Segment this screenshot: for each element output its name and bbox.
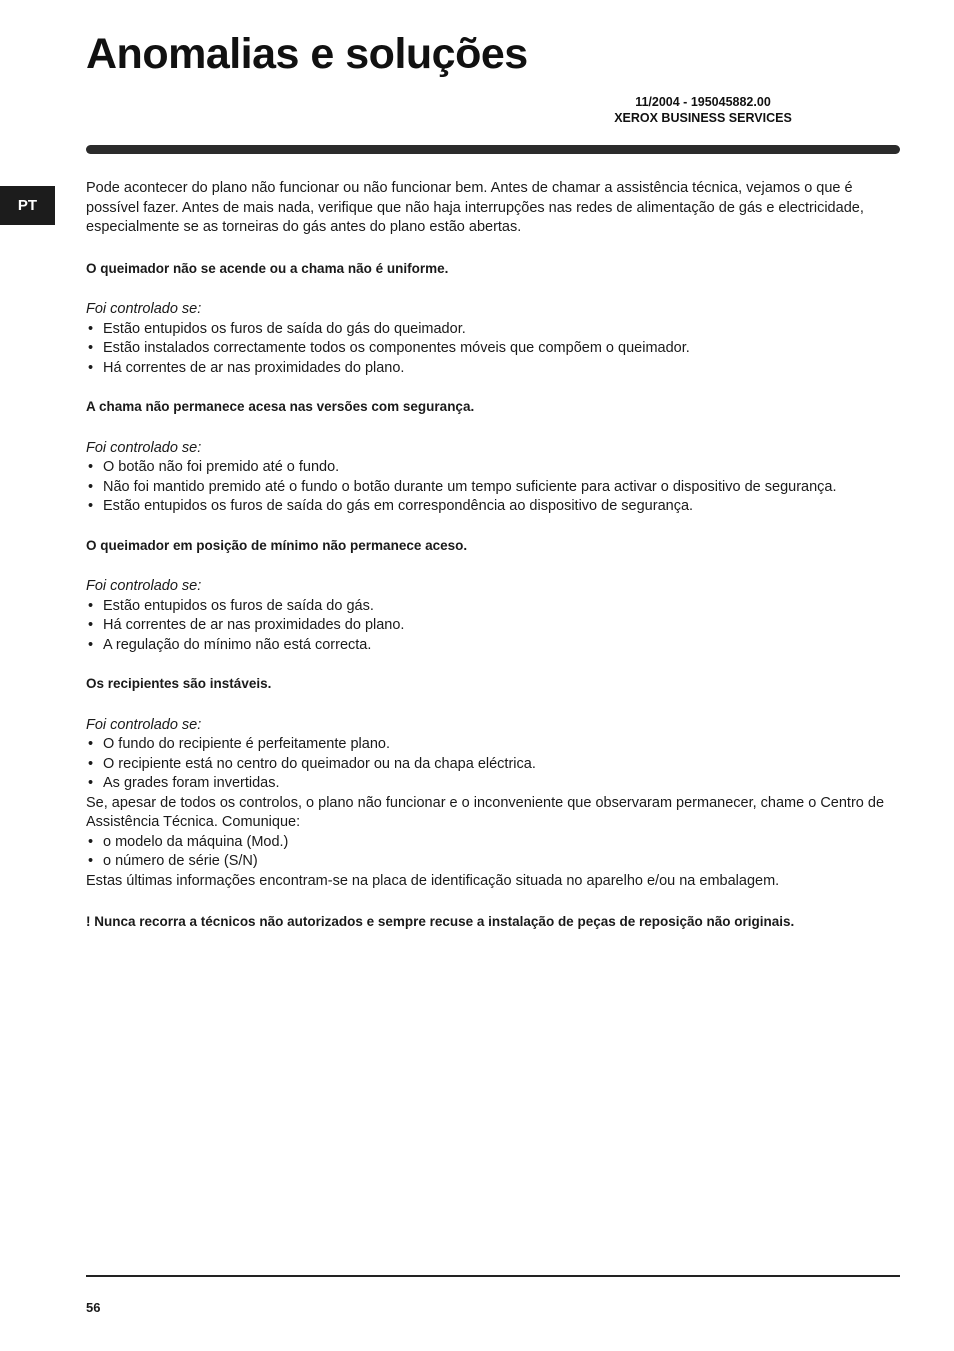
check-label: Foi controlado se: <box>86 439 202 456</box>
list-item: • Estão entupidos os furos de saída do gás do queimador. <box>86 320 886 340</box>
language-tab: PT <box>0 186 55 225</box>
section-unstable-pans <box>86 674 886 891</box>
list-item: • Estão instalados correctamente todos os componentes móveis que compõem o queimador. <box>86 339 886 359</box>
checklist <box>86 597 886 656</box>
list-item: • Há correntes de ar nas proximidades do plano. <box>86 616 886 636</box>
section-burner-not-lighting <box>86 259 886 379</box>
list-item: • As grades foram invertidas. <box>86 774 886 794</box>
check-label: Foi controlado se: <box>86 716 202 733</box>
print-company: XEROX BUSINESS SERVICES <box>614 111 792 125</box>
checklist <box>86 458 886 517</box>
print-info <box>553 94 853 126</box>
section-heading: Os recipientes são instáveis. <box>86 676 272 691</box>
list-item: • Há correntes de ar nas proximidades do plano. <box>86 359 886 379</box>
list-item: • O recipiente está no centro do queimador ou na da chapa eléctrica. <box>86 755 886 775</box>
list-item: • o número de série (S/N) <box>86 852 886 872</box>
section-flame-not-staying-lit <box>86 397 886 517</box>
checklist <box>86 320 886 379</box>
list-item: • A regulação do mínimo não está correcta. <box>86 636 886 656</box>
page-number: 56 <box>86 1300 101 1315</box>
list-item: • O fundo do recipiente é perfeitamente plano. <box>86 735 886 755</box>
section-heading: O queimador não se acende ou a chama não é uniforme. <box>86 260 449 276</box>
check-label: Foi controlado se: <box>86 301 202 317</box>
warning-note: ! Nunca recorra a técnicos não autorizados e sempre recuse a instalação de peças de reposição não originais. <box>86 914 795 929</box>
check-label: Foi controlado se: <box>86 578 202 594</box>
checklist <box>86 735 886 794</box>
list-item: • o modelo da máquina (Mod.) <box>86 833 886 853</box>
footer-divider <box>86 1275 900 1277</box>
section-heading: A chama não permanece acesa nas versões com segurança. <box>86 399 475 414</box>
list-item: • O botão não foi premido até o fundo. <box>86 458 886 478</box>
closing-paragraph: Se, apesar de todos os controlos, o plano não funcionar e o inconveniente que observaram permanecer, chame o Centro de Assistência Técnica. Comunique: <box>86 794 885 830</box>
print-code: 11/2004 - 195045882.00 <box>635 95 771 109</box>
info-list <box>86 833 886 872</box>
list-item: • Estão entupidos os furos de saída do gás. <box>86 597 886 617</box>
list-item: • Estão entupidos os furos de saída do gás em correspondência ao dispositivo de segurança. <box>86 497 886 517</box>
intro-paragraph: Pode acontecer do plano não funcionar ou não funcionar bem. Antes de chamar a assistência técnica, vejamos o que é possível fazer. Antes de mais nada, verifique que não haja interrupções nas redes de alimentação de gás e electricidade, especialmente se as torneiras do gás antes do plano estão abertas. <box>86 180 864 235</box>
header-divider <box>86 145 900 154</box>
page-title: Anomalias e soluções <box>86 30 528 78</box>
section-heading: O queimador em posição de mínimo não permanece aceso. <box>86 537 468 553</box>
main-content <box>86 179 886 932</box>
section-minimum-position <box>86 536 886 656</box>
closing-note: Estas últimas informações encontram-se na placa de identificação situada no aparelho e/ou na embalagem. <box>86 872 780 889</box>
list-item: • Não foi mantido premido até o fundo o botão durante um tempo suficiente para activar o dispositivo de segurança. <box>86 478 886 498</box>
